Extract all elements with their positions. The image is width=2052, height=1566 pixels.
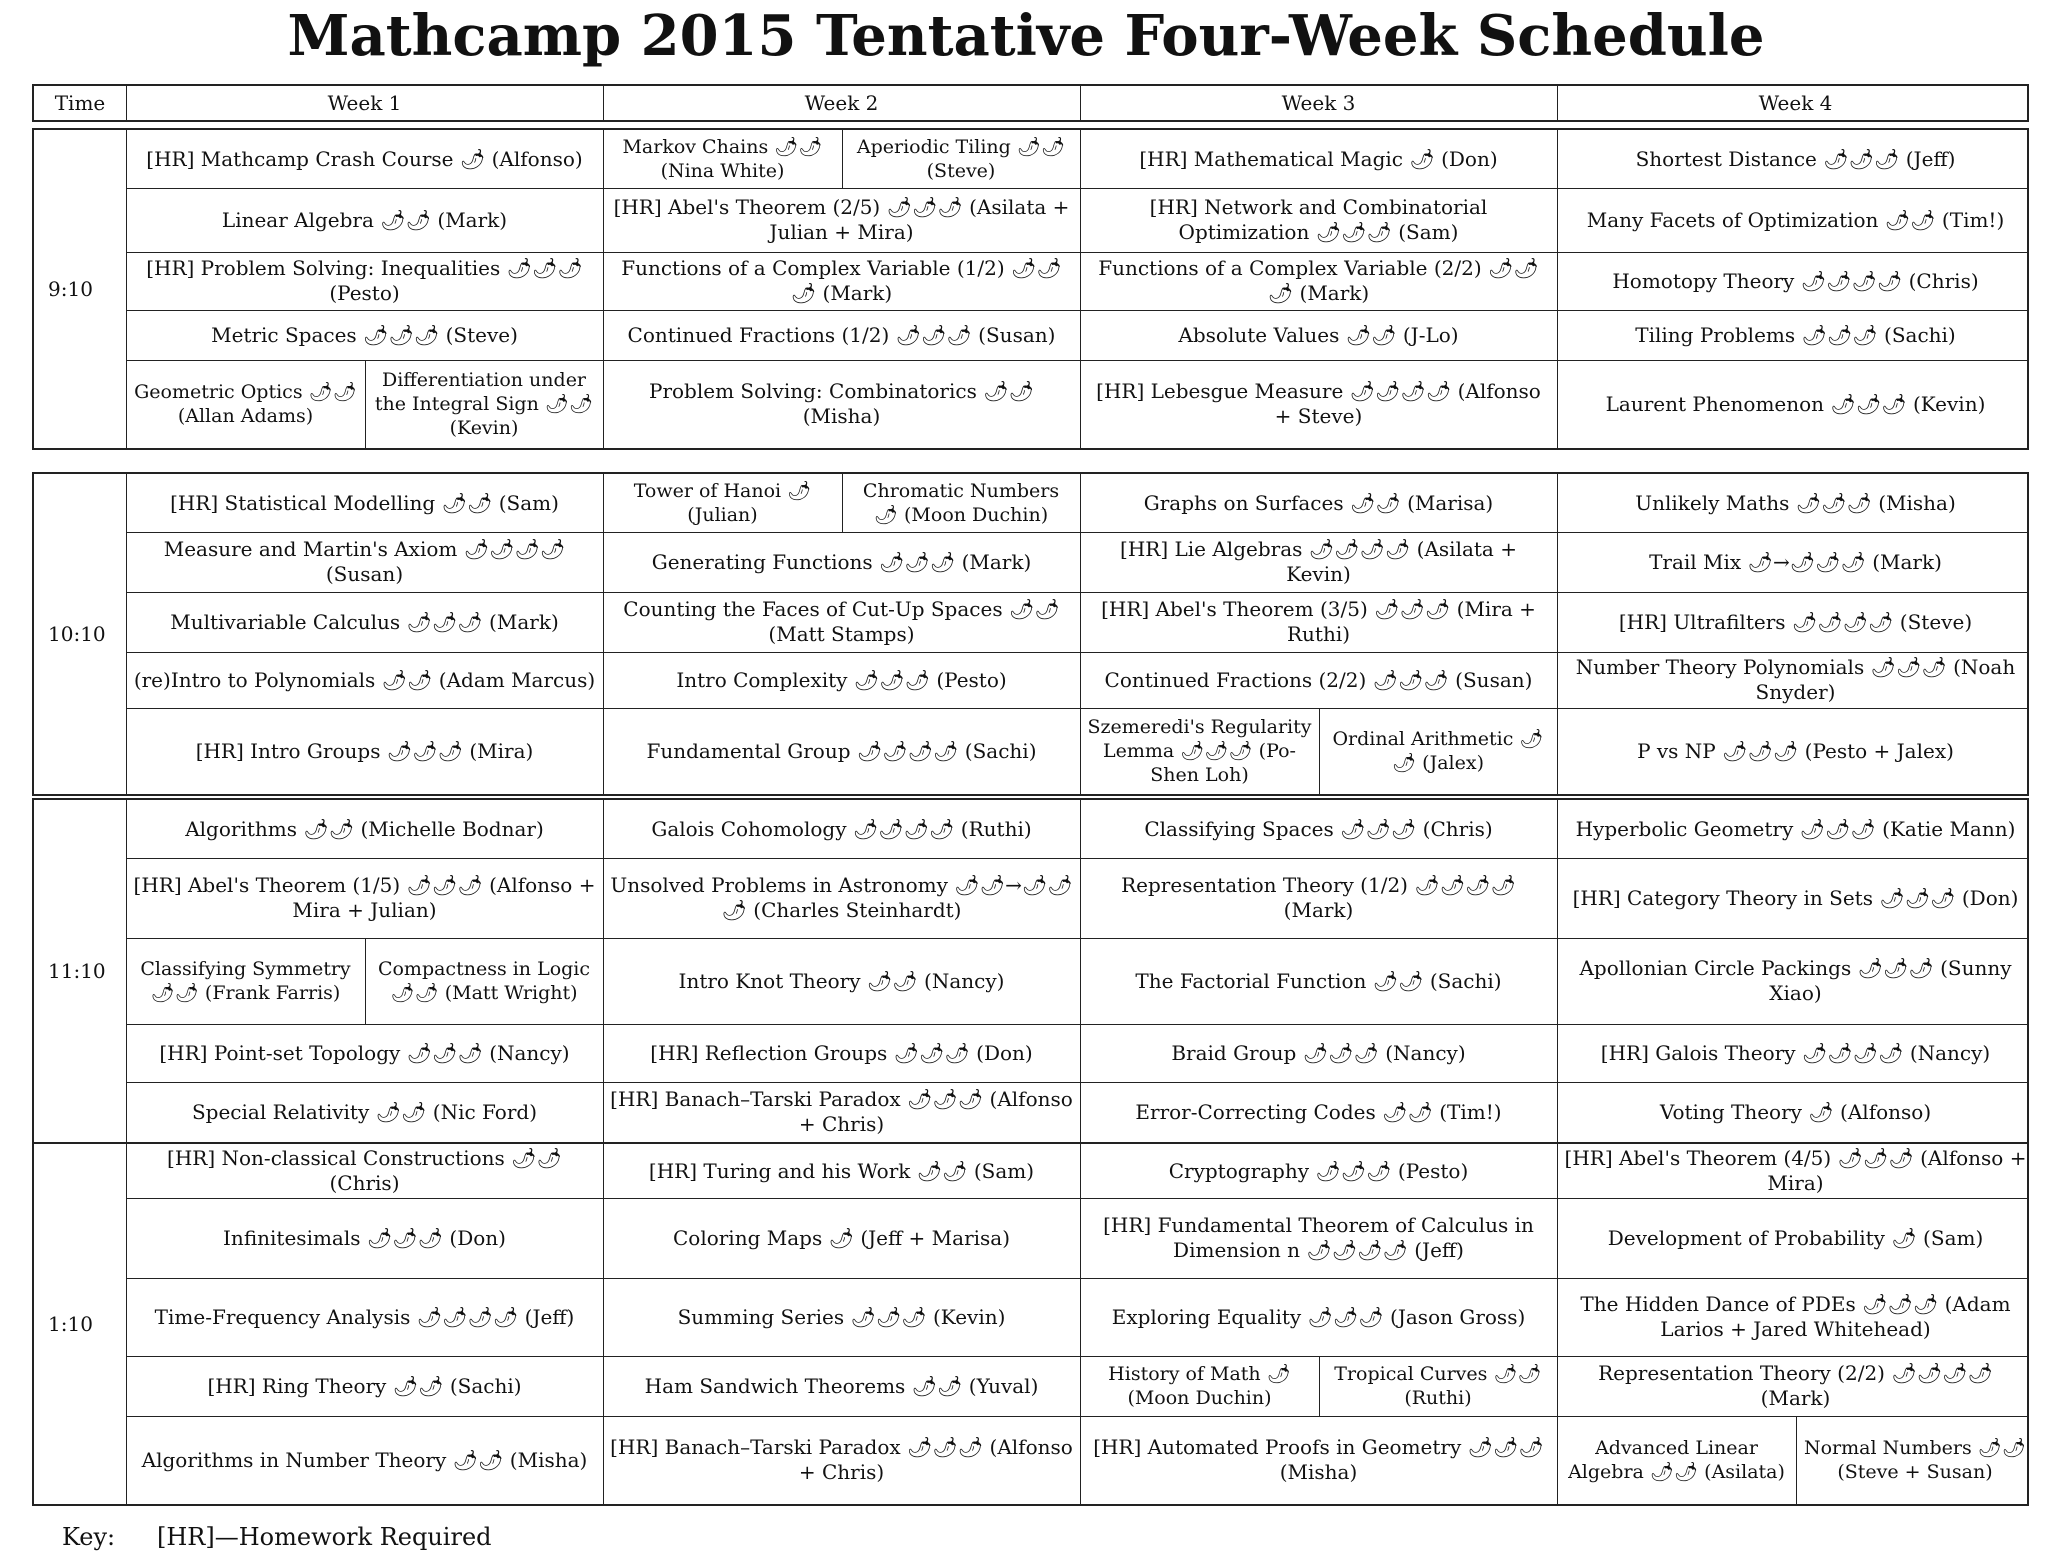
class-entry: Laurent Phenomenon 🌶🌶🌶 (Kevin) [1605, 391, 1986, 416]
class-entry-split: Tower of Hanoi 🌶 (Julian) [633, 480, 812, 526]
class-entry: [HR] Banach–Tarski Paradox 🌶🌶🌶 (Alfonso + Chris) [610, 1087, 1073, 1136]
column-divider [126, 86, 127, 120]
class-entry: [HR] Problem Solving: Inequalities 🌶🌶🌶 (Pesto) [146, 256, 583, 305]
time-block-3 [32, 798, 2029, 1144]
class-entry: Multivariable Calculus 🌶🌶🌶 (Mark) [170, 609, 559, 634]
class-entry-split: Szemeredi's Regularity Lemma 🌶🌶🌶 (Po-Shen Loh) [1087, 716, 1312, 786]
class-entry-split: Markov Chains 🌶🌶 (Nina White) [622, 136, 823, 182]
class-entry: Special Relativity 🌶🌶 (Nic Ford) [191, 1099, 538, 1124]
class-entry: Measure and Martin's Axiom 🌶🌶🌶🌶 (Susan) [163, 537, 566, 586]
class-entry: [HR] Category Theory in Sets 🌶🌶🌶 (Don) [1572, 885, 2019, 910]
header-week-2: Week 2 [804, 91, 879, 115]
class-entry: [HR] Galois Theory 🌶🌶🌶🌶 (Nancy) [1600, 1040, 1991, 1065]
header-week-4: Week 4 [1758, 91, 1833, 115]
class-entry: (re)Intro to Polynomials 🌶🌶 (Adam Marcus) [133, 667, 596, 692]
class-entry-split: Compactness in Logic 🌶🌶 (Matt Wright) [377, 958, 591, 1004]
class-entry: Counting the Faces of Cut-Up Spaces 🌶🌶 (Matt Stamps) [623, 597, 1060, 646]
class-entry: Exploring Equality 🌶🌶🌶 (Jason Gross) [1111, 1304, 1526, 1329]
class-entry: Algorithms in Number Theory 🌶🌶 (Misha) [141, 1447, 588, 1472]
class-entry: Braid Group 🌶🌶🌶 (Nancy) [1171, 1040, 1466, 1065]
class-entry: P vs NP 🌶🌶🌶 (Pesto + Jalex) [1637, 738, 1954, 763]
class-entry: [HR] Network and Combinatorial Optimization 🌶🌶🌶 (Sam) [1149, 195, 1488, 244]
key-legend [62, 1522, 492, 1552]
class-entry: Classifying Spaces 🌶🌶🌶 (Chris) [1144, 816, 1493, 841]
class-entry-split: Classifying Symmetry 🌶🌶 (Frank Farris) [140, 958, 351, 1004]
class-entry-split: Geometric Optics 🌶🌶 (Allan Adams) [134, 381, 357, 427]
class-entry: Generating Functions 🌶🌶🌶 (Mark) [651, 549, 1032, 574]
column-divider [1557, 86, 1558, 120]
class-entry: Representation Theory (2/2) 🌶🌶🌶🌶 (Mark) [1598, 1361, 1993, 1410]
time-slot-label: 10:10 [48, 622, 106, 646]
class-entry: Continued Fractions (1/2) 🌶🌶🌶 (Susan) [627, 322, 1056, 347]
class-entry: Continued Fractions (2/2) 🌶🌶🌶 (Susan) [1104, 667, 1533, 692]
class-entry: Intro Complexity 🌶🌶🌶 (Pesto) [676, 667, 1007, 692]
class-entry-split: Ordinal Arithmetic 🌶🌶 (Jalex) [1332, 728, 1544, 774]
class-entry: Error-Correcting Codes 🌶🌶 (Tim!) [1135, 1099, 1502, 1124]
key-label: Key: [62, 1523, 116, 1551]
class-entry: Graphs on Surfaces 🌶🌶 (Marisa) [1143, 490, 1494, 515]
class-entry: [HR] Turing and his Work 🌶🌶 (Sam) [648, 1158, 1035, 1183]
class-entry: [HR] Ultrafilters 🌶🌶🌶🌶 (Steve) [1618, 609, 1973, 634]
class-entry: Metric Spaces 🌶🌶🌶 (Steve) [211, 322, 518, 347]
class-entry: [HR] Automated Proofs in Geometry 🌶🌶🌶 (Misha) [1093, 1435, 1544, 1484]
time-slot-label: 9:10 [48, 277, 93, 301]
class-entry: [HR] Lie Algebras 🌶🌶🌶🌶 (Asilata + Kevin) [1120, 537, 1517, 586]
time-slot-label: 11:10 [48, 959, 106, 983]
class-entry-split: Aperiodic Tiling 🌶🌶 (Steve) [856, 136, 1066, 182]
class-entry: [HR] Non-classical Constructions 🌶🌶 (Chris) [167, 1146, 562, 1195]
class-entry: [HR] Intro Groups 🌶🌶🌶 (Mira) [195, 738, 534, 763]
class-entry: Unlikely Maths 🌶🌶🌶 (Misha) [1635, 490, 1956, 515]
class-entry: [HR] Reflection Groups 🌶🌶🌶 (Don) [650, 1040, 1033, 1065]
class-entry: Tiling Problems 🌶🌶🌶 (Sachi) [1635, 322, 1956, 347]
class-entry: Development of Probability 🌶 (Sam) [1607, 1225, 1984, 1250]
class-entry: Many Facets of Optimization 🌶🌶 (Tim!) [1586, 207, 2005, 232]
time-block-4 [32, 1142, 2029, 1506]
class-entry: Hyperbolic Geometry 🌶🌶🌶 (Katie Mann) [1575, 816, 2016, 841]
header-week-3: Week 3 [1281, 91, 1356, 115]
class-entry: [HR] Abel's Theorem (2/5) 🌶🌶🌶 (Asilata + Julian + Mira) [613, 195, 1070, 244]
class-entry: [HR] Abel's Theorem (1/5) 🌶🌶🌶 (Alfonso + Mira + Julian) [133, 873, 596, 922]
key-text: [HR]—Homework Required [157, 1523, 492, 1551]
class-entry: Absolute Values 🌶🌶 (J-Lo) [1178, 322, 1459, 347]
class-entry: Unsolved Problems in Astronomy 🌶🌶→🌶🌶🌶 (Charles Steinhardt) [610, 873, 1073, 922]
class-entry: Ham Sandwich Theorems 🌶🌶 (Yuval) [644, 1373, 1039, 1398]
class-entry: [HR] Ring Theory 🌶🌶 (Sachi) [207, 1373, 522, 1398]
class-entry: Voting Theory 🌶 (Alfonso) [1659, 1099, 1932, 1124]
class-entry: Apollonian Circle Packings 🌶🌶🌶 (Sunny Xiao) [1579, 956, 2012, 1005]
class-entry-split: Advanced Linear Algebra 🌶🌶 (Asilata) [1568, 1437, 1785, 1483]
class-entry: Problem Solving: Combinatorics 🌶🌶 (Misha) [649, 379, 1034, 428]
time-slot-label: 1:10 [48, 1312, 93, 1336]
class-entry: [HR] Abel's Theorem (3/5) 🌶🌶🌶 (Mira + Ruthi) [1101, 597, 1536, 646]
class-entry: [HR] Statistical Modelling 🌶🌶 (Sam) [170, 490, 559, 515]
class-entry: Intro Knot Theory 🌶🌶 (Nancy) [678, 968, 1005, 993]
page-title: Mathcamp 2015 Tentative Four-Week Schedule [287, 3, 1765, 69]
class-entry: [HR] Mathematical Magic 🌶 (Don) [1139, 146, 1498, 171]
class-entry: [HR] Lebesgue Measure 🌶🌶🌶🌶 (Alfonso + Steve) [1096, 379, 1541, 428]
class-entry-split: Normal Numbers 🌶🌶 (Steve + Susan) [1803, 1437, 2026, 1483]
class-entry: Fundamental Group 🌶🌶🌶🌶 (Sachi) [646, 738, 1037, 763]
class-entry: [HR] Banach–Tarski Paradox 🌶🌶🌶 (Alfonso + Chris) [610, 1435, 1073, 1484]
class-entry: [HR] Mathcamp Crash Course 🌶 (Alfonso) [146, 146, 583, 171]
class-entry: Cryptography 🌶🌶🌶 (Pesto) [1168, 1158, 1469, 1183]
class-entry: The Hidden Dance of PDEs 🌶🌶🌶 (Adam Larios + Jared Whitehead) [1580, 1292, 2011, 1341]
time-block-1 [32, 128, 2029, 450]
column-divider [1080, 86, 1081, 120]
class-entry: Number Theory Polynomials 🌶🌶🌶 (Noah Snyder) [1575, 655, 2016, 704]
class-entry: Trail Mix 🌶→🌶🌶🌶 (Mark) [1649, 549, 1942, 574]
class-entry: Algorithms 🌶🌶 (Michelle Bodnar) [185, 816, 544, 841]
class-entry-split: History of Math 🌶 (Moon Duchin) [1108, 1363, 1291, 1409]
class-entry: Shortest Distance 🌶🌶🌶 (Jeff) [1635, 146, 1956, 171]
class-entry: [HR] Fundamental Theorem of Calculus in Dimension n 🌶🌶🌶🌶 (Jeff) [1103, 1213, 1534, 1262]
class-entry: [HR] Abel's Theorem (4/5) 🌶🌶🌶 (Alfonso + Mira) [1564, 1146, 2027, 1195]
class-entry: Homotopy Theory 🌶🌶🌶🌶 (Chris) [1612, 268, 1979, 293]
class-entry: [HR] Point-set Topology 🌶🌶🌶 (Nancy) [159, 1040, 570, 1065]
class-entry: Functions of a Complex Variable (1/2) 🌶🌶🌶 (Mark) [621, 256, 1062, 305]
schedule-header [32, 84, 2029, 122]
class-entry: The Factorial Function 🌶🌶 (Sachi) [1135, 968, 1502, 993]
class-entry: Linear Algebra 🌶🌶 (Mark) [221, 207, 508, 232]
class-entry-split: Tropical Curves 🌶🌶 (Ruthi) [1334, 1363, 1542, 1409]
header-time: Time [54, 91, 106, 115]
class-entry: Coloring Maps 🌶 (Jeff + Marisa) [672, 1225, 1011, 1250]
class-entry: Time-Frequency Analysis 🌶🌶🌶🌶 (Jeff) [154, 1304, 575, 1329]
class-entry: Infinitesimals 🌶🌶🌶 (Don) [223, 1225, 506, 1250]
class-entry: Functions of a Complex Variable (2/2) 🌶🌶🌶 (Mark) [1098, 256, 1539, 305]
time-block-2 [32, 472, 2029, 796]
column-divider [603, 86, 604, 120]
class-entry: Galois Cohomology 🌶🌶🌶🌶 (Ruthi) [651, 816, 1032, 841]
class-entry-split: Chromatic Numbers 🌶 (Moon Duchin) [862, 480, 1060, 526]
class-entry: Summing Series 🌶🌶🌶 (Kevin) [677, 1304, 1006, 1329]
header-week-1: Week 1 [327, 91, 402, 115]
class-entry-split: Differentiation under the Integral Sign 🌶🌶 (Kevin) [374, 369, 594, 439]
class-entry: Representation Theory (1/2) 🌶🌶🌶🌶 (Mark) [1121, 873, 1516, 922]
